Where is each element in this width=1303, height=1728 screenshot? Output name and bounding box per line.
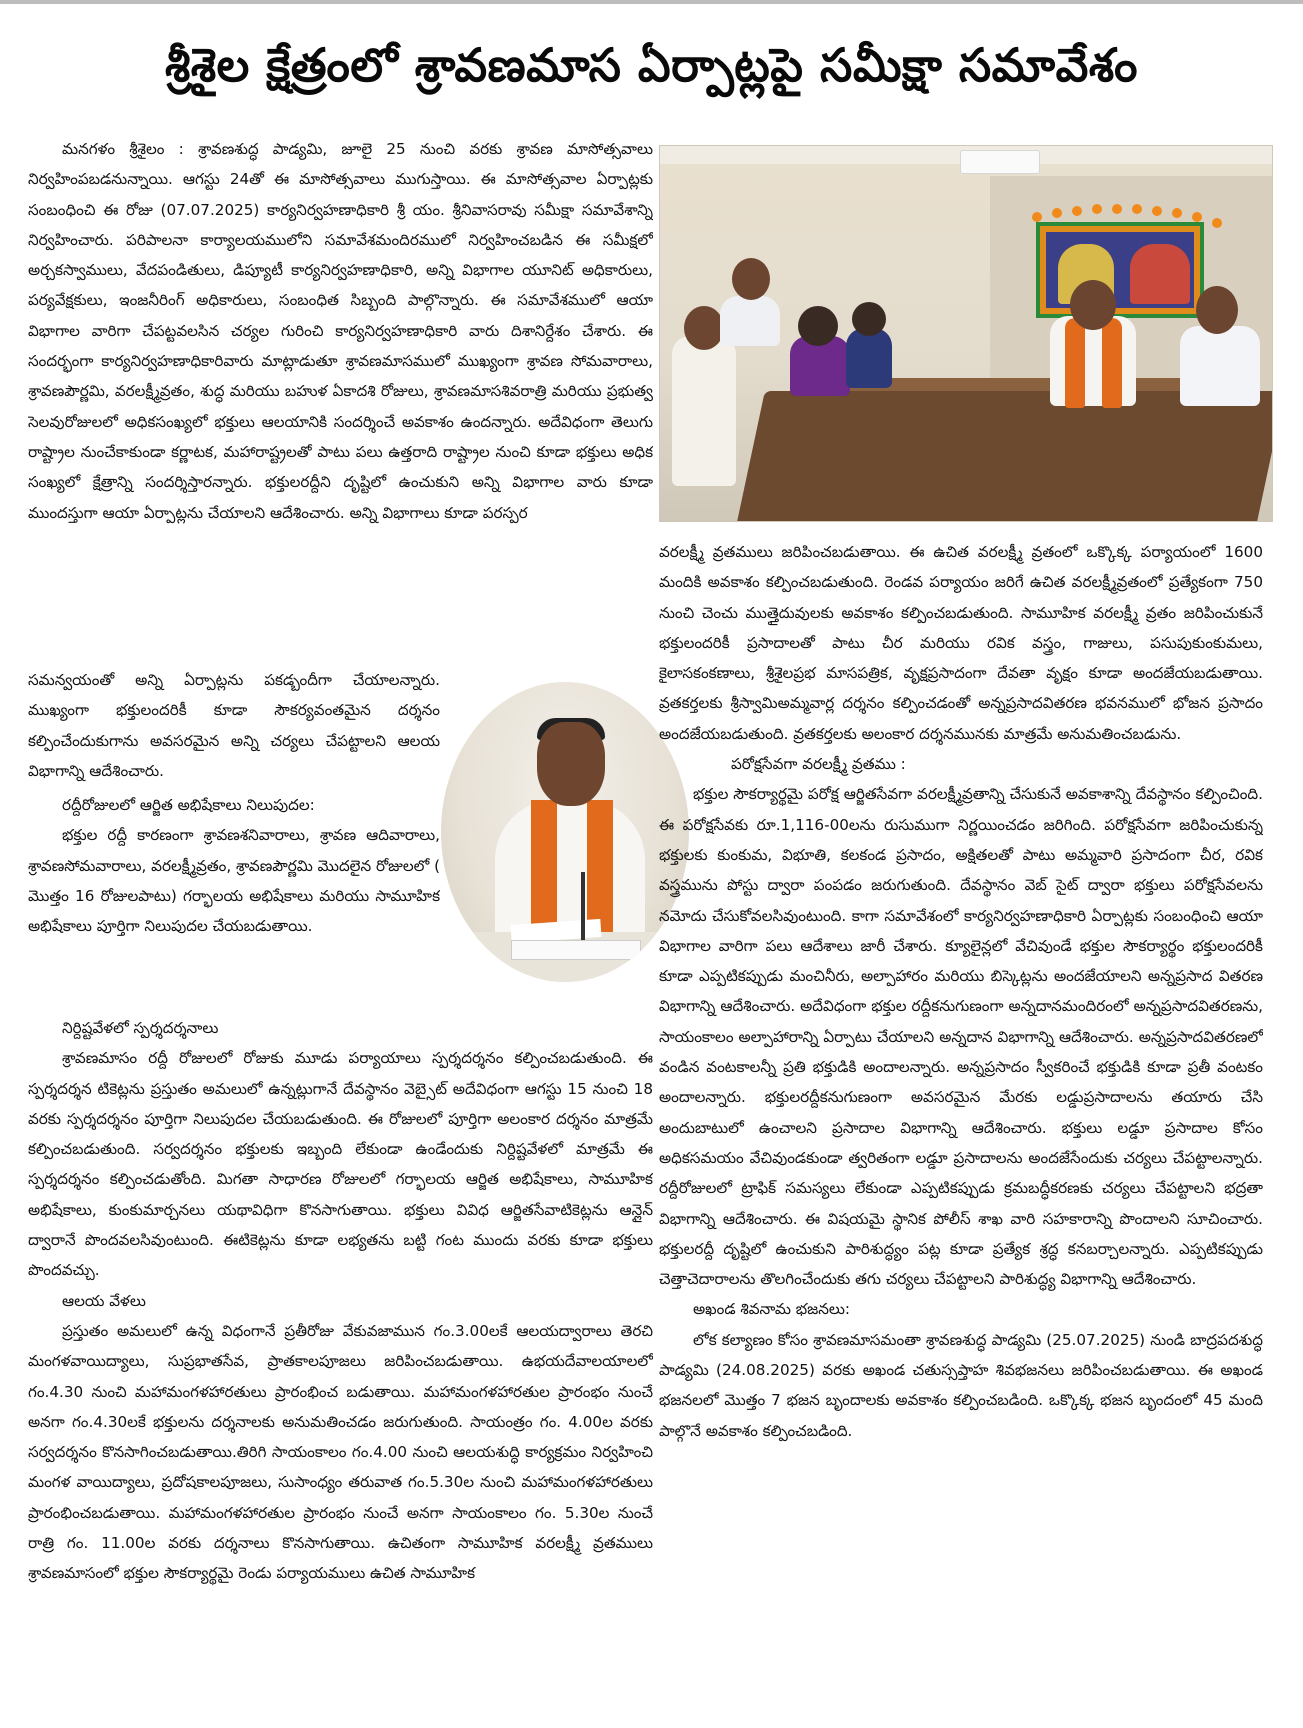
varalakshmi-paragraph: వరలక్ష్మీ వ్రతములు జరిపించబడుతాయి. ఈ ఉచిత వరలక్ష్మీ వ్రతంలో ఒక్కొక్క పర్యాయంలో 1600 మందికి అవకాశం కల్పించబడుతుంది. రెండవ పర్యాయం జరిగే ఉచిత వరలక్ష్మీవ్రతంలో ప్రత్యేకంగా 750 నుంచి చెంచు ముత్తైదువులకు అవకాశం కల్పించబడుతుంది. సామూహిక వరలక్ష్మీ వ్రతం జరిపించుకునే భక్తులందరికీ ప్రసాదాలతో పాటు చీర మరియు రవిక వస్త్రం, గాజులు, పసుపుకుంకుమలు, కైలాసకంకణాలు, శ్రీశైలప్రభ మాసపత్రిక, వృక్షప్రసాదంగా దేవతా వృక్షం కూడా అందజేయబడుతాయి. వ్రతకర్తలకు శ్రీస్వామిఅమ్మవార్ల దర్శనం కల్పించడంతో అన్నప్రసాదవితరణ భవనములో భోజన ప్రసాదం అందజేయబడుతుంది. వ్రతకర్తలకు అలంకార దర్శనమునకు మాత్రమే అనుమతించబడును. <box>659 543 1263 743</box>
portrait-photo <box>441 682 689 982</box>
article-lower-left <box>28 1013 653 1713</box>
timings-paragraph: ప్రస్తుతం అమలులో ఉన్న విధంగానే ప్రతీరోజు వేకువజామున గం.3.00లకే ఆలయద్వారాలు తెరచి మంగళవాయిద్యాలు, సుప్రభాతసేవ, ప్రాతకాలపూజలు జరిపించబడుతాయి. ఉభయదేవాలయాలలో గం.4.30 నుంచి మహామంగళహారతులు ప్రారంభించ బడుతాయి. మహామంగళహారతుల ప్రారంభం నుంచే అనగా గం.4.30లకే భక్తులను దర్శనాలకు అనుమతించడం జరుగుతుంది. సాయంత్రం గం. 4.00ల వరకు సర్వదర్శనం కొనసాగించబడుతాయి.తిరిగి సాయంకాలం గం.4.00 నుంచి ఆలయశుద్ధి కార్యక్రమం నిర్వహించి మంగళ వాయిద్యాలు, ప్రదోషకాలపూజలు, సుసాంధ్యం తరువాత గం.5.30ల నుంచి మహామంగళహారతులు ప్రారంభించబడుతాయి. మహామంగళహారతుల ప్రారంభం నుంచే అనగా సాయంకాలం గం. 5.30ల నుంచే రాత్రి గం. 11.00ల వరకు దర్శనాలు కొనసాగుతాయి. ఉచితంగా సామూహిక వరలక్ష్మీ వ్రతములు శ్రావణమాసంలో భక్తుల సౌకర్యార్థమై రెండు పర్యాయములు ఉచిత సామూహిక <box>28 1321 653 1583</box>
intro-cont-paragraph: సమన్వయంతో అన్ని ఏర్పాట్లను పకడ్బందీగా చేయాలన్నారు. ముఖ్యంగా భక్తులందరికీ కూడా సౌకర్యవంతమైన దర్శనం కల్పించేందుకుగాను అవసరమైన అన్ని చర్యలు చేపట్టాలని ఆలయ విభాగాన్ని ఆదేశించారు. <box>28 671 440 780</box>
article-right <box>659 537 1263 1717</box>
article-intro-cont <box>28 665 440 967</box>
sparsha-heading: నిర్దిష్టవేళలో స్పర్శదర్శనాలు <box>62 1019 219 1037</box>
headline: శ్రీశైల క్షేత్రంలో శ్రావణమాస ఏర్పాట్లపై సమీక్షా సమావేశం <box>165 38 1138 92</box>
meeting-photo <box>659 145 1273 522</box>
article-intro <box>28 134 653 654</box>
paroksha-heading: పరోక్షసేవగా వరలక్ష్మీ వ్రతము : <box>731 755 906 774</box>
timings-heading: ఆలయ వేళలు <box>62 1291 146 1310</box>
bhajana-heading: అఖండ శివనామ భజనలు: <box>693 1300 851 1319</box>
abhishekam-heading: రద్దీరోజులలో ఆర్జిత అభిషేకాలు నిలుపుదల: <box>62 796 315 815</box>
top-rule <box>0 0 1303 4</box>
abhishekam-paragraph: భక్తుల రద్దీ కారణంగా శ్రావణశనివారాలు, శ్రావణ ఆదివారాలు, శ్రావణసోమవారాలు, వరలక్ష్మీవ్రతం, శ్రావణపౌర్ణమి మొదలైన రోజులలో ( మొత్తం 16 రోజులపాటు) గర్భాలయ అభిషేకాలు మరియు సామూహిక అభిషేకాలు పూర్తిగా నిలుపుదల చేయబడుతాయి. <box>28 826 440 936</box>
paroksha-paragraph: భక్తుల సౌకర్యార్థమై పరోక్ష ఆర్జితసేవగా వరలక్ష్మీవ్రతాన్ని చేసుకునే అవకాశాన్ని దేవస్థానం కల్పించింది. ఈ పరోక్షసేవకు రూ.1,116-00లను రుసుముగా నిర్ణయించడం జరిగింది. పరోక్షసేవగా జరిపించుకున్న భక్తులకు కుంకుమ, విభూతి, కలకండ ప్రసాదం, అక్షితలతో పాటు అమ్మవారి ప్రసాదంగా చీర, రవిక వస్త్రమును పోస్టు ద్వారా పంపడం జరుగుతుంది. దేవస్థానం వెబ్ సైట్ ద్వారా భక్తులు పరోక్షసేవలను నమోదు చేసుకోవలసివుంటుంది. కాగా సమావేశంలో కార్యనిర్వహణాధికారి ఏర్పాట్లకు సంబంధించి ఆయా విభాగాల వారిగా పలు ఆదేశాలు జారీ చేశారు. క్యూలైన్లలో వేచివుండే భక్తుల సౌకర్యార్థం భక్తులందరికీ కూడా ఎప్పటికప్పుడు మంచినీరు, అల్పాహారం మరియు బిస్కెట్లను అందజేయాలని అన్నప్రసాద వితరణ విభాగాన్ని ఆదేశించారు. అదేవిధంగా భక్తుల రద్దీకనుగుణంగా అన్నదానమందిరంలో అన్నప్రసాదవితరణను, సాయంకాలం అల్పాహారాన్ని ఏర్పాటు చేయాలని అన్నదాన విభాగాన్ని ఆదేశించారు. అన్నప్రసాదవితరణలో వండిన వంటకాలన్నీ ప్రతి భక్తుడికి అందాలన్నారు. అన్నప్రసాదం స్వీకరించే భక్తుడికి కూడా ప్రతీ వంటకం అందాలన్నారు. భక్తులరద్దీకనుగుణంగా అవసరమైన మేరకు లడ్డుప్రసాదాలను తయారు చేసి అందుబాటులో ఉంచాలని ప్రసాదాల విభాగాన్ని ఆదేశించారు. భక్తులు లడ్డూ ప్రసాదాల కోసం అధికసమయం వేచివుండకుండా త్వరితంగా లడ్డూ ప్రసాదాలను అందజేసేందుకు చర్యలు చేపట్టాలన్నారు. రద్దీరోజులలో ట్రాఫిక్ సమస్యలు లేకుండా ఎప్పటికప్పుడు క్రమబద్ధీకరణకు చర్యలు చేపట్టాలని భద్రతా విభాగాన్ని ఆదేశించారు. ఈ విషయమై స్థానిక పోలీస్ శాఖ వారి సహకారాన్ని పొందాలని సూచించారు. భక్తులరద్దీ దృష్టిలో ఉంచుకుని పారిశుద్ధ్యం పట్ల కూడా ప్రత్యేక శ్రద్ధ కనబర్చాలన్నారు. ఎప్పటికప్పుడు చెత్తాచెదారాలను తొలగించేందుకు తగు చర్యలు చేపట్టాలని పారిశుద్ధ్య విభాగాన్ని ఆదేశించారు. <box>659 785 1263 1289</box>
shrine-image <box>1040 226 1200 314</box>
sparsha-paragraph: శ్రావణమాసం రద్దీ రోజులలో రోజుకు మూడు పర్యాయాలు స్పర్శదర్శనం కల్పించబడుతుంది. ఈ స్పర్శదర్శన టికెట్లను ప్రస్తుతం అమలులో ఉన్నట్లుగానే దేవస్థానం వెబ్సైట్ అదేవిధంగా ఆగస్టు 15 నుంచి 18 వరకు స్పర్శదర్శనం పూర్తిగా నిలుపుదల చేయబడుతుంది. ఈ రోజులలో పూర్తిగా అలంకార దర్శనం మాత్రమే కల్పించబడుతుంది. సర్వదర్శనం భక్తులకు ఇబ్బంది లేకుండా ఉండేందుకు నిర్దిష్టవేళలో మాత్రమే ఈ స్పర్శదర్శనం కల్పించడుతోంది. మిగతా సాధారణ రోజులలో గర్భాలయ ఆర్జిత అభిషేకాలు, సామూహిక అభిషేకాలు, కుంకుమార్చనలు యథావిధిగా కొనసాగుతాయి. భక్తులు వివిధ ఆర్జితసేవాటికెట్లను ఆన్లైన్ ద్వారానే పొందవలసివుంటుంది. ఈటికెట్లను కూడా లభ్యతను బట్టి గంట ముందు వరకు కూడా భక్తులు పొందవచ్చు. <box>28 1049 653 1280</box>
bhajana-paragraph: లోక కల్యాణం కోసం శ్రావణమాసమంతా శ్రావణశుద్ధ పాడ్యమి (25.07.2025) నుండి బాద్రపదశుద్ధ పాడ్యమి (24.08.2025) వరకు అఖండ చతుస్సప్తాహ శివభజనలు జరిపించబడుతాయి. ఈ అఖండ భజనలలో మొత్తం 7 భజన బృందాలకు అవకాశం కల్పించబడింది. ఒక్కొక్క భజన బృందంలో 45 మంది పాల్గొనే అవకాశం కల్పించబడింది. <box>659 1330 1263 1440</box>
intro-paragraph: మనగళం శ్రీశైలం : శ్రావణశుద్ధ పాడ్యమి, జూలై 25 నుంచి వరకు శ్రావణ మాసోత్సవాలు నిర్వహింపబడనున్నాయి. ఆగస్టు 24తో ఈ మాసోత్సవాలు ముగుస్తాయి. ఈ మాసోత్సవాల ఏర్పాట్లకు సంబంధించి ఈ రోజు (07.07.2025) కార్యనిర్వహణాధికారి శ్రీ యం. శ్రీనివాసరావు సమీక్షా సమావేశాన్ని నిర్వహించారు. పరిపాలనా కార్యాలయములోని సమావేశమందిరములో నిర్వహించబడిన ఈ సమీక్షలో అర్చకస్వాములు, వేదపండితులు, డిప్యూటీ కార్యనిర్వహణాధికారి, అన్ని విభాగాల యూనిట్ అధికారులు, పర్యవేక్షకులు, ఇంజనీరింగ్ అధికారులు, సంబంధిత సిబ్బంది పాల్గొన్నారు. ఈ సమావేశములో ఆయా విభాగాల వారిగా చేపట్టవలసిన చర్యల గురించి కార్యనిర్వహణాధికారి వారు దిశానిర్దేశం చేశారు. ఈ సందర్భంగా కార్యనిర్వహణాధికారివారు మాట్లాడుతూ శ్రావణమాసములో ముఖ్యంగా శ్రావణ సోమవారాలు, శ్రావణపౌర్ణమి, వరలక్ష్మీవ్రతం, శుద్ధ మరియు బహుళ ఏకాదశి రోజులు, శ్రావణమాసశివరాత్రి మరియు ప్రభుత్వ సెలవురోజులలో అధికసంఖ్యలో భక్తులు ఆలయానికి సందర్శించే అవకాశం ఉందన్నారు. అదేవిధంగా తెలుగు రాష్ట్రాల నుంచేకాకుండా కర్ణాటక, మహారాష్ట్రలతో పాటు పలు ఉత్తరాది రాష్ట్రాల నుంచి కూడా భక్తులు అధిక సంఖ్యలో క్షేత్రాన్ని సందర్శిస్తారన్నారు. భక్తులరద్దీని దృష్టిలో ఉంచుకుని అన్ని విభాగాల వారు కూడా ముందస్తుగా ఆయా ఏర్పాట్లను చేయాలని ఆదేశించారు. అన్ని విభాగాలు కూడా పరస్పర <box>28 140 653 522</box>
